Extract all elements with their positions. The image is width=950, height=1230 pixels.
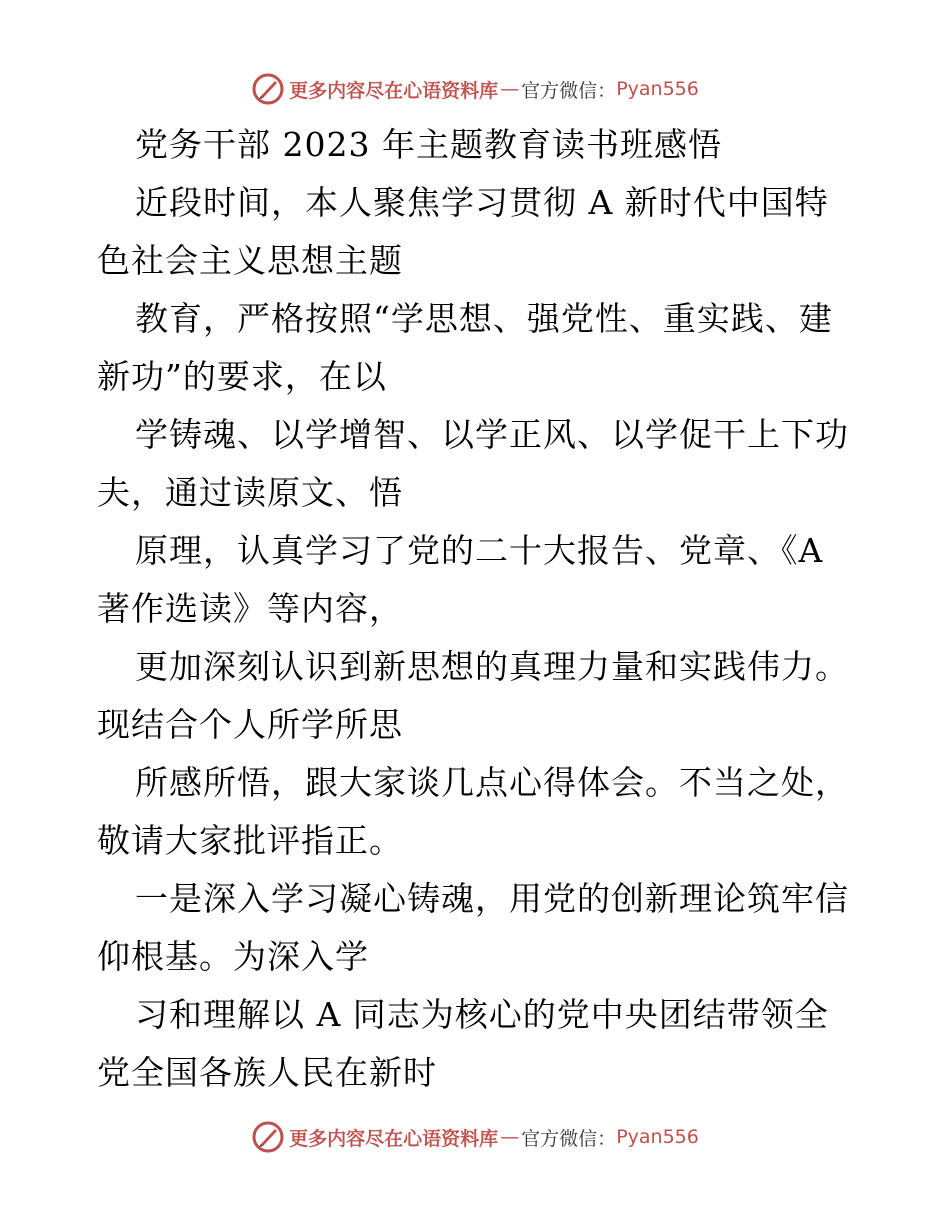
- paragraph-line: 所感所悟，跟大家谈几点心得体会。不当之处，: [135, 763, 849, 802]
- paragraph-line: 著作选读》等内容，: [97, 589, 403, 628]
- paragraph-line: 现结合个人所学所思: [97, 705, 403, 744]
- paragraph-line: 色社会主义思想主题: [97, 241, 403, 280]
- document-title: 党务干部 2023 年主题教育读书班感悟: [135, 125, 722, 164]
- header-separator: —: [500, 78, 520, 100]
- header-contact-label: 官方微信：: [521, 79, 617, 102]
- header-brand-text: 更多内容尽在心语资料库: [289, 79, 499, 102]
- paragraph-line: 仰根基。为深入学: [97, 937, 369, 976]
- paragraph-line: 教育，严格按照“学思想、强党性、重实践、建: [135, 299, 833, 338]
- paragraph-line: 党全国各族人民在新时: [97, 1053, 437, 1092]
- footer-brand-text: 更多内容尽在心语资料库: [289, 1127, 499, 1150]
- quill-logo-icon: [251, 1120, 285, 1154]
- paragraph-line: 敬请大家批评指正。: [97, 821, 403, 860]
- paragraph-line: 新功”的要求，在以: [97, 357, 387, 396]
- footer-separator: —: [500, 1126, 520, 1148]
- paragraph-line: 学铸魂、以学增智、以学正风、以学促干上下功: [135, 415, 849, 454]
- document-body: [97, 116, 877, 1102]
- footer-watermark: [0, 1120, 950, 1154]
- header-contact-id: Pyan556: [616, 78, 699, 100]
- footer-contact-id: Pyan556: [616, 1126, 699, 1148]
- paragraph-line: 夫，通过读原文、悟: [97, 473, 403, 512]
- header-watermark: [0, 72, 950, 106]
- paragraph-line: 一是深入学习凝心铸魂，用党的创新理论筑牢信: [135, 879, 849, 918]
- paragraph-line: 原理，认真学习了党的二十大报告、党章、《A: [135, 531, 824, 570]
- quill-logo-icon: [251, 72, 285, 106]
- paragraph-line: 习和理解以 A 同志为核心的党中央团结带领全: [135, 995, 829, 1034]
- paragraph-line: 更加深刻认识到新思想的真理力量和实践伟力。: [135, 647, 849, 686]
- paragraph-line: 近段时间，本人聚焦学习贯彻 A 新时代中国特: [135, 183, 829, 222]
- footer-contact-label: 官方微信：: [521, 1127, 617, 1150]
